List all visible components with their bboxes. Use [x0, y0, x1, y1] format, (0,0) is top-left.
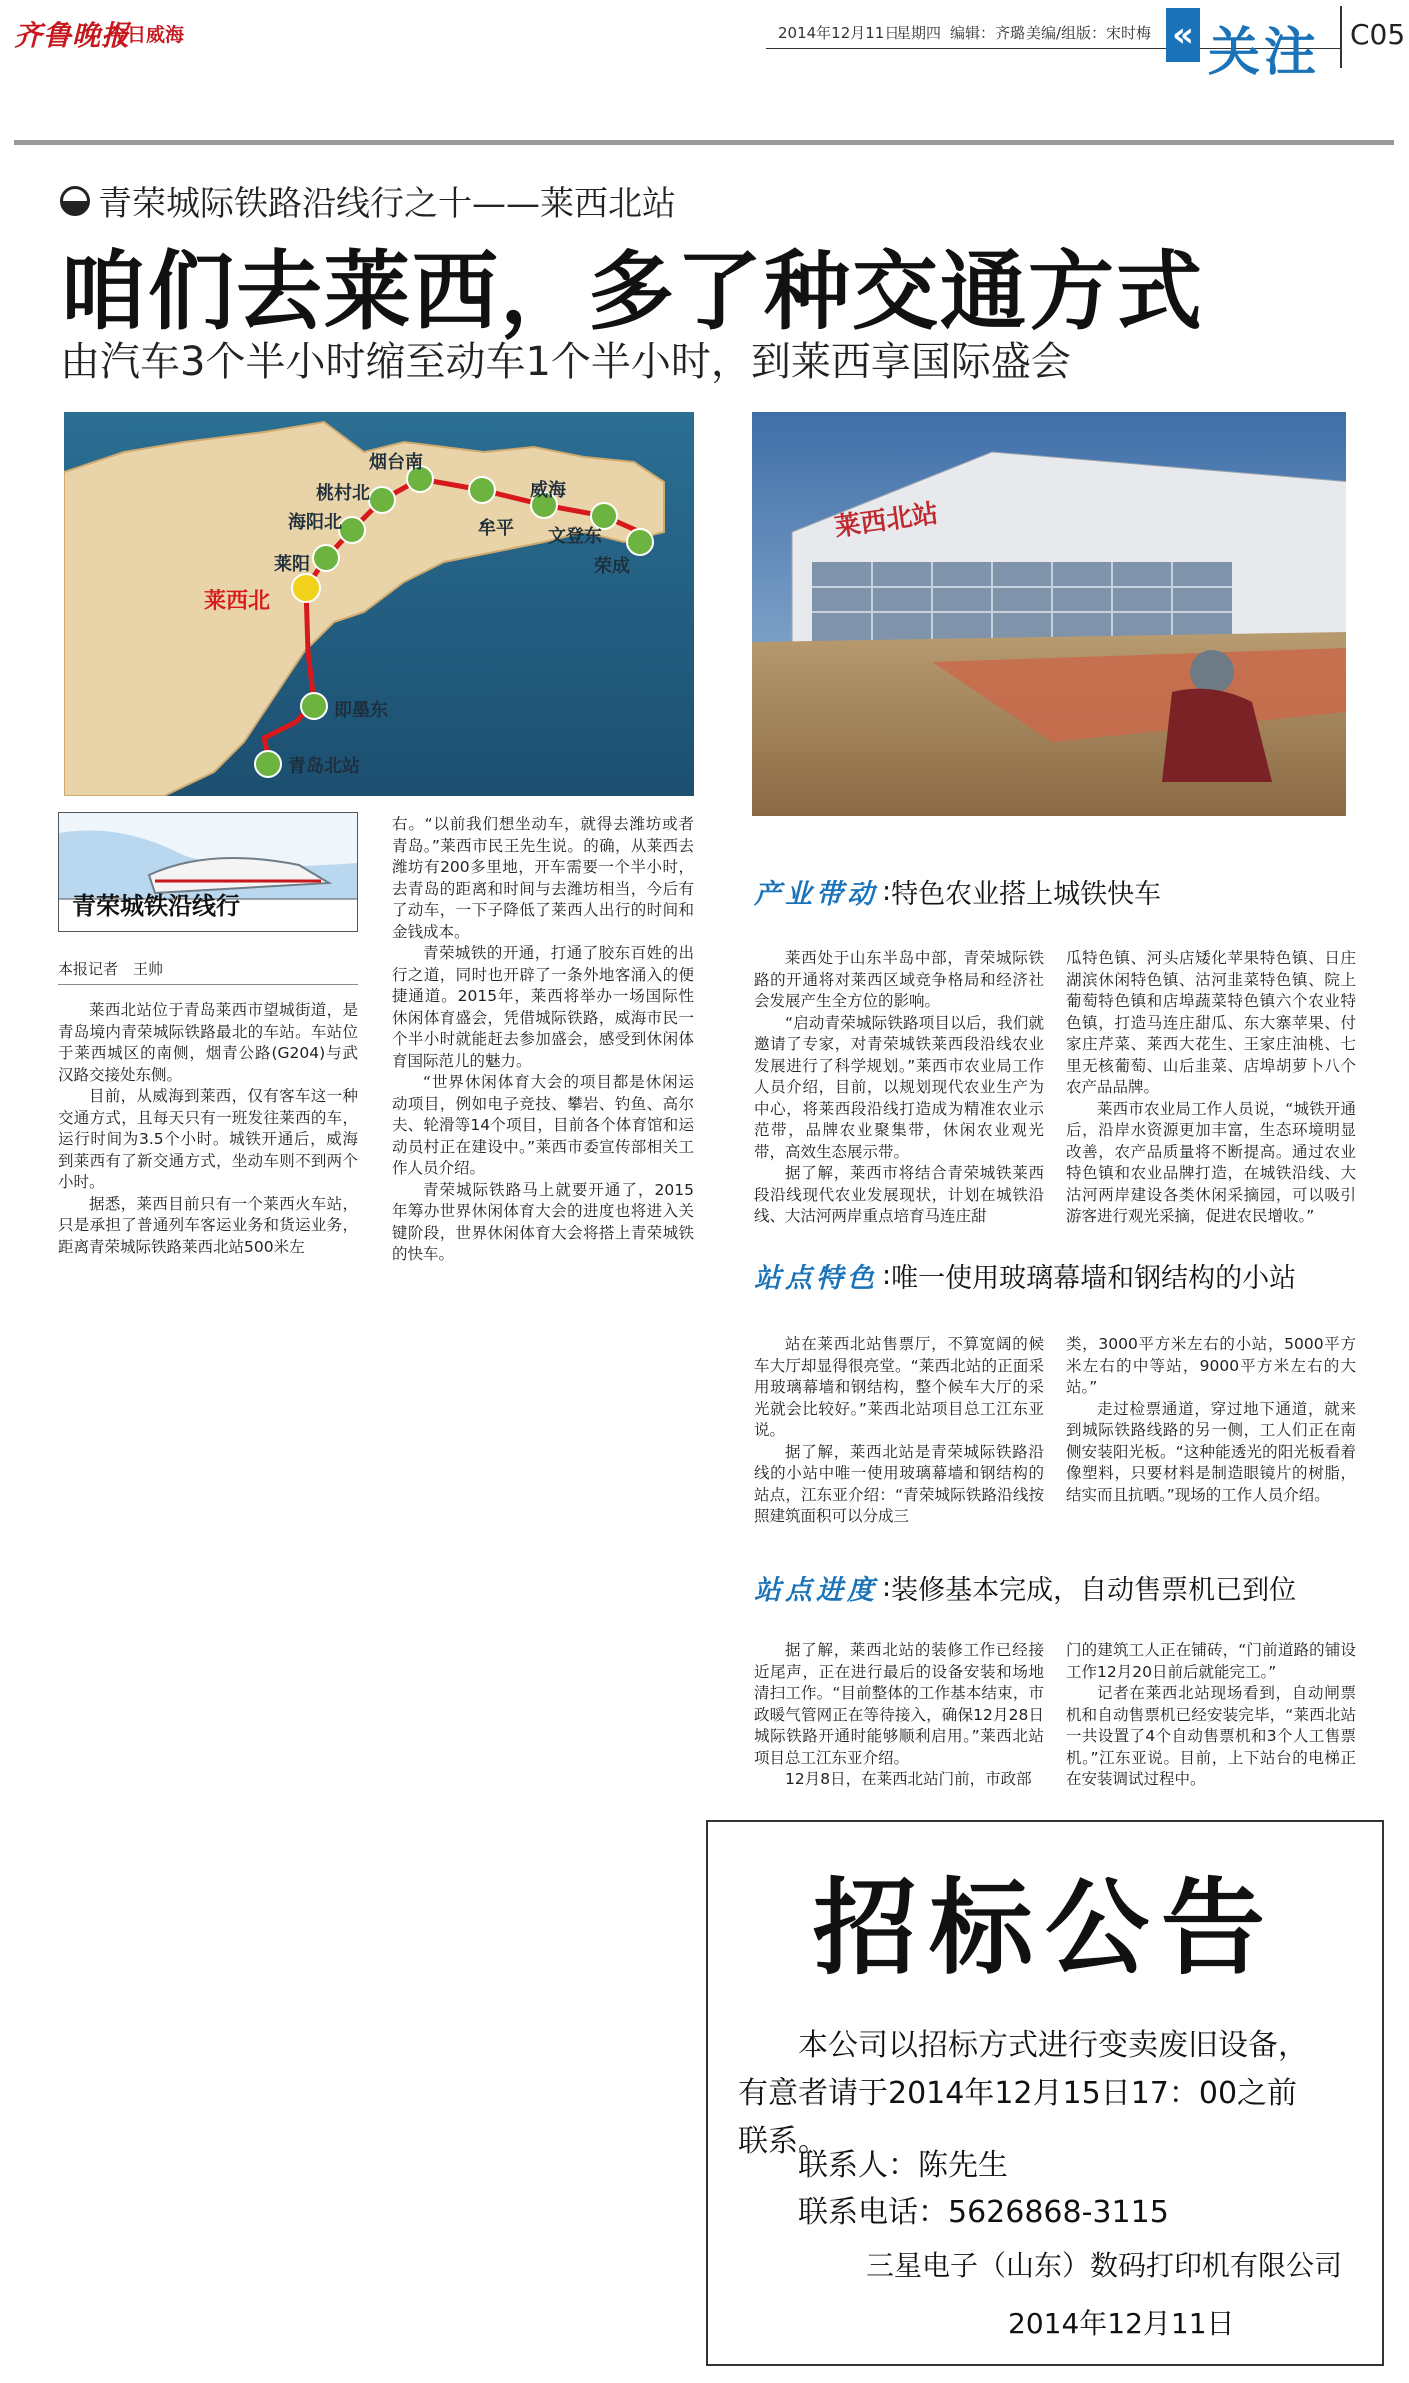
byline: 本报记者 王帅	[58, 960, 164, 978]
kicker-text: 青荣城际铁路沿线行之十——莱西北站	[98, 184, 676, 224]
contact-phone: 联系电话：5626868-3115	[798, 2195, 1169, 2230]
half-circle-icon	[60, 186, 90, 216]
subheadline: 由汽车3个半小时缩至动车1个半小时，到莱西享国际盛会	[60, 339, 1071, 385]
route-map	[64, 412, 694, 796]
station-label: 青岛北站	[288, 756, 360, 777]
paragraph: 据了解，莱西北站的装修工作已经接近尾声，正在进行最后的设备安装和场地清扫工作。“目前整体的工作基本结束，市政暖气管网正在等待接入，确保12月28日城际铁路开通时能够顺利启用。”莱西北站项目总工江东亚介绍。	[754, 1641, 1044, 1767]
paragraph: 据了解，莱西市将结合青荣城铁莱西段沿线现代农业发展现状，计划在城铁沿线、大沽河两岸重点培育马连庄甜	[754, 1164, 1044, 1225]
header-divider	[1340, 6, 1342, 68]
glass-curtain-wall	[812, 562, 1232, 642]
ad-title: 招标公告	[812, 1867, 1277, 1989]
section-heading-progress: 站点进度 : 装修基本完成，自动售票机已到位	[754, 1568, 1296, 1607]
paragraph: “世界休闲体育大会的项目都是休闲运动项目，例如电子竞技、攀岩、钓鱼、高尔夫、轮滑等14个项目，目前各个体育馆和运动员村正在建设中。”莱西市委宣传部相关工作人员介绍。	[392, 1073, 694, 1177]
masthead-section: 今日威海	[108, 24, 185, 46]
article-kicker	[60, 176, 676, 225]
section-3-column-1	[754, 1640, 1044, 1791]
headline: 咱们去莱西，多了种交通方式	[60, 242, 1204, 342]
editor-credit: 编辑：齐璐	[950, 24, 1026, 42]
station-label: 牟平	[478, 518, 514, 539]
paragraph: 门的建筑工人正在铺砖，“门前道路的铺设工作12月20日前后就能完工。”	[1066, 1641, 1356, 1681]
station-label: 烟台南	[369, 452, 423, 473]
issue-date: 2014年12月11日	[778, 24, 900, 42]
tender-notice-ad	[706, 1820, 1384, 2366]
ad-contact	[798, 2142, 1169, 2236]
byline-rule	[58, 984, 358, 985]
ad-date: 2014年12月11日	[1008, 2307, 1235, 2340]
masthead-logo: 齐鲁晚报	[14, 19, 131, 52]
station-label-highlight: 莱西北	[204, 589, 271, 614]
station-label: 海阳北	[288, 512, 342, 533]
intro-column-1	[58, 1000, 358, 1258]
section-title: 装修基本完成，自动售票机已到位	[891, 1575, 1297, 1606]
paragraph: 右。“以前我们想坐动车，就得去潍坊或者青岛。”莱西市民王先生说。的确，从莱西去潍坊有200多里地，开车需要一个半小时，去青岛的距离和时间与去潍坊相当，今后有了动车，一下子降低了莱西人出行的时间和金钱成本。	[392, 815, 694, 941]
paragraph: 走过检票通道，穿过地下通道，就来到城际铁路线路的另一侧，工人们正在南侧安装阳光板。“这种能透光的阳光板看着像塑料，只要材料是制造眼镜片的树脂，结实而且抗晒。”现场的工作人员介绍。	[1066, 1399, 1356, 1504]
station-label: 桃村北	[316, 483, 370, 504]
paragraph: “启动青荣城际铁路项目以后，我们就邀请了专家，对青荣城铁莱西段沿线农业发展进行了科学规划。”莱西市农业局工作人员介绍，目前，以规划现代农业生产为中心，将莱西段沿线打造成为精准农业示范带，品牌农业聚集带，休闲农业观光带，高效生态展示带。	[754, 1013, 1044, 1161]
paragraph: 青荣城际铁路马上就要开通了，2015年筹办世界休闲体育大会的进度也将进入关键阶段，世界休闲体育大会将搭上青荣城铁的快车。	[392, 1180, 694, 1263]
paragraph: 目前，从威海到莱西，仅有客车这一种交通方式，且每天只有一班发往莱西的车，运行时间为3.5个小时。城铁开通后，威海到莱西有了新交通方式，坐动车则不到两个小时。	[58, 1087, 358, 1191]
station-photo	[752, 412, 1346, 816]
ad-line: 联系。	[738, 2124, 828, 2159]
section-title: 唯一使用玻璃幕墙和钢结构的小站	[891, 1263, 1297, 1294]
designer-credit: 美编/组版：宋时梅	[1026, 24, 1152, 42]
section-3-column-2	[1066, 1640, 1356, 1791]
paragraph: 记者在莱西北站现场看到，自动闸票机和自动售票机已经安装完毕，“莱西北站一共设置了4个自动售票机和3个人工售票机。”江东亚说。目前，上下站台的电梯正在安装调试过程中。	[1066, 1684, 1356, 1788]
section-label: 产业带动	[754, 879, 878, 910]
ad-line: 有意者请于2014年12月15日17：00之前	[738, 2076, 1298, 2111]
contact-person: 联系人：陈先生	[798, 2148, 1008, 2183]
page-number: C05	[1350, 18, 1406, 51]
station-label: 荣成	[594, 556, 630, 577]
paragraph: 据了解，莱西北站是青荣城际铁路沿线的小站中唯一使用玻璃幕墙和钢结构的站点，江东亚介绍：“青荣城际铁路沿线按照建筑面积可以分成三	[754, 1442, 1044, 1525]
section-2-column-2	[1066, 1334, 1356, 1506]
section-1-column-1	[754, 948, 1044, 1228]
ad-line: 本公司以招标方式进行变卖废旧设备，	[798, 2028, 1308, 2063]
paragraph: 青荣城铁的开通，打通了胶东百姓的出行之道，同时也开辟了一条外地客涌入的便捷通道。2015年，莱西将举办一场国际性休闲体育盛会，凭借城际铁路，威海市民一个半小时就能赶去参加盛会，感受到休闲体育国际范儿的魅力。	[392, 944, 694, 1070]
paragraph: 类，3000平方米左右的小站，5000平方米左右的中等站，9000平方米左右的大站。”	[1066, 1335, 1356, 1396]
paragraph: 莱西市农业局工作人员说，“城铁开通后，沿岸水资源更加丰富，生态环境明显改善，农产品质量将不断提高。通过农业特色镇和农业品牌打造，在城铁沿线、大沽河两岸建设各类休闲采摘园，可以吸引游客进行观光采摘，促进农民增收。”	[1066, 1099, 1356, 1225]
intro-column-2	[392, 814, 694, 1266]
station-sign: 莱西北站	[832, 498, 940, 543]
chevron-left-icon: «	[1166, 8, 1200, 62]
station-label: 即墨东	[334, 700, 388, 721]
section-label: 站点进度	[754, 1575, 878, 1606]
station-label: 威海	[530, 480, 566, 501]
section-2-column-1	[754, 1334, 1044, 1528]
paragraph: 据悉，莱西目前只有一个莱西火车站，只是承担了普通列车客运业务和货运业务，距离青荣城际铁路莱西北站500米左	[58, 1194, 358, 1256]
issue-weekday: 星期四	[896, 24, 942, 42]
paragraph: 莱西处于山东半岛中部，青荣城际铁路的开通将对莱西区域竞争格局和经济社会发展产生全方位的影响。	[754, 949, 1044, 1010]
paragraph: 站在莱西北站售票厅，不算宽阔的候车大厅却显得很亮堂。“莱西北站的正面采用玻璃幕墙和钢结构，整个候车大厅的采光就会比较好。”莱西北站项目总工江东亚说。	[754, 1335, 1044, 1439]
station-label: 莱阳	[274, 554, 310, 575]
station-label: 文登东	[548, 526, 602, 547]
section-heading-industry: 产业带动 : 特色农业搭上城铁快车	[754, 872, 1161, 911]
section-label: 站点特色	[754, 1263, 878, 1294]
section-heading-station-features: 站点特色 : 唯一使用玻璃幕墙和钢结构的小站	[754, 1256, 1296, 1295]
column-tag: 关注	[1208, 23, 1321, 83]
section-1-column-2	[1066, 948, 1356, 1228]
paragraph: 瓜特色镇、河头店矮化苹果特色镇、日庄湖滨休闲特色镇、沽河韭菜特色镇、院上葡萄特色镇和店埠蔬菜特色镇六个农业特色镇，打造马连庄甜瓜、东大寨苹果、付家庄芹菜、莱西大花生、王家庄油桃、七里无核葡萄、山后韭菜、店埠胡萝卜八个农产品品牌。	[1066, 949, 1356, 1096]
paragraph: 莱西北站位于青岛莱西市望城街道，是青岛境内青荣城际铁路最北的车站。车站位于莱西城区的南侧，烟青公路(G204)与武汉路交接处东侧。	[58, 1001, 358, 1084]
top-rule	[14, 140, 1394, 145]
series-banner-label: 青荣城铁沿线行	[72, 892, 240, 920]
ad-company: 三星电子（山东）数码打印机有限公司	[865, 2249, 1342, 2282]
paragraph: 12月8日，在莱西北站门前，市政部	[785, 1770, 1032, 1788]
section-title: 特色农业搭上城铁快车	[891, 879, 1162, 910]
